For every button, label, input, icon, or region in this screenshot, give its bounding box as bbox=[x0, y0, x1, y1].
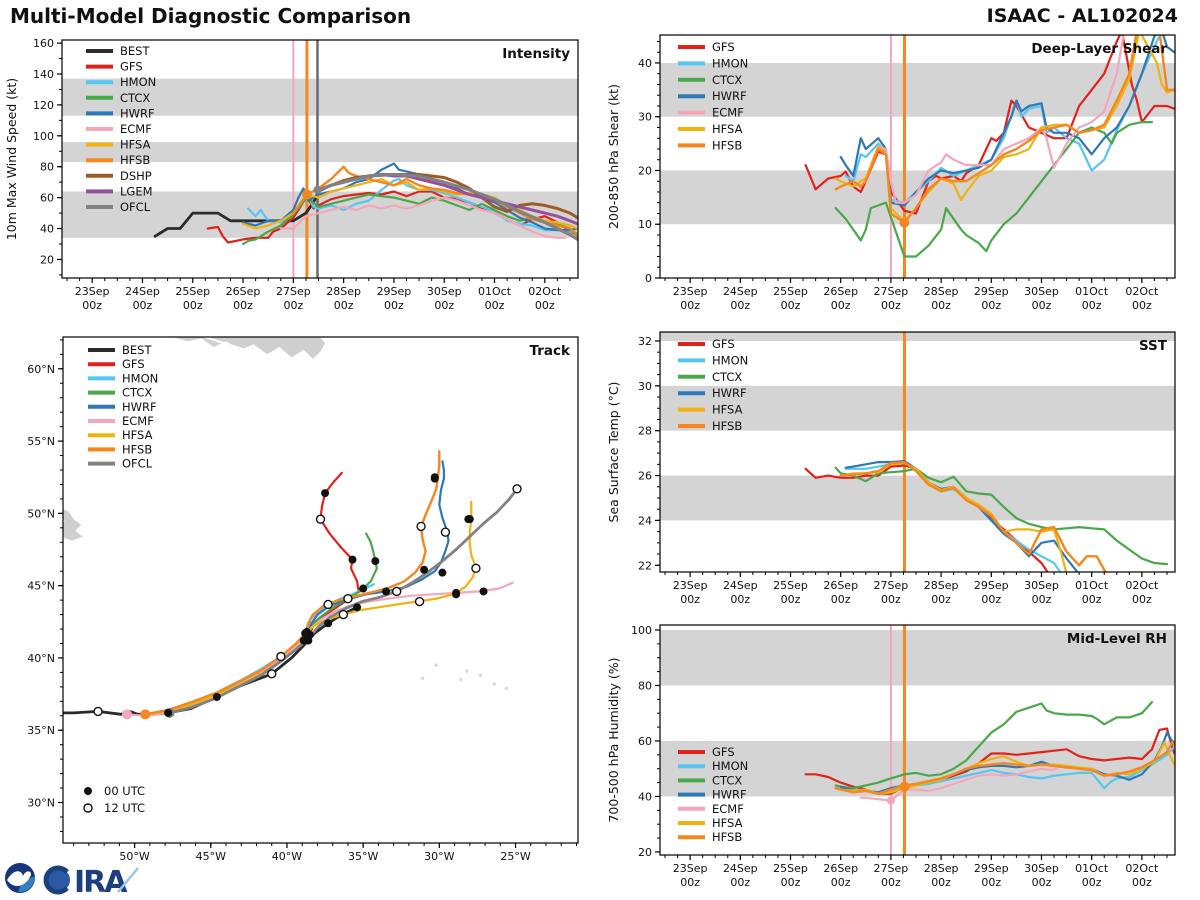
track-legend-label-ctcx: CTCX bbox=[122, 385, 153, 400]
marker-12utc bbox=[94, 707, 102, 715]
marker-12utc bbox=[277, 653, 285, 661]
shear-init-dot bbox=[899, 218, 909, 228]
intensity-legend-label-hfsa: HFSA bbox=[120, 137, 151, 152]
x-tick-sublabel: 00z bbox=[1081, 593, 1102, 606]
x-tick-sublabel: 00z bbox=[1081, 299, 1102, 312]
track-legend-label-gfs: GFS bbox=[122, 357, 145, 372]
x-tick-sublabel: 00z bbox=[730, 593, 751, 606]
cira-wordmark: IRA bbox=[74, 865, 126, 900]
sst-legend-label-hmon: HMON bbox=[712, 353, 749, 368]
x-tick-sublabel: 00z bbox=[680, 299, 701, 312]
intensity-legend-label-ecmf: ECMF bbox=[120, 122, 152, 136]
marker-12utc bbox=[339, 611, 347, 619]
rh-legend-label-ctcx: CTCX bbox=[712, 773, 743, 788]
shear-legend-label-hwrf: HWRF bbox=[712, 89, 747, 104]
x-tick-sublabel: 00z bbox=[730, 876, 751, 889]
island-speck bbox=[479, 673, 483, 677]
storm-id-title: ISAAC - AL102024 bbox=[986, 5, 1178, 27]
x-tick-sublabel: 00z bbox=[182, 299, 203, 312]
x-tick-sublabel: 00z bbox=[931, 593, 951, 606]
rh-legend-label-gfs: GFS bbox=[712, 745, 735, 759]
x-tick-sublabel: 00z bbox=[881, 299, 901, 312]
rh-y-axis-label: 700-500 hPa Humidity (%) bbox=[606, 657, 621, 823]
shear-legend-label-hmon: HMON bbox=[712, 56, 749, 71]
x-tick-label: 26Sep bbox=[225, 285, 261, 298]
x-tick-label: 28Sep bbox=[923, 862, 959, 875]
y-tick-label: 30 bbox=[638, 110, 652, 124]
lon-tick-label: 50°W bbox=[119, 850, 150, 863]
x-tick-label: 01Oct bbox=[1075, 579, 1109, 592]
lat-tick-label: 30°N bbox=[27, 796, 55, 810]
x-tick-sublabel: 00z bbox=[680, 593, 701, 606]
sst-category-band bbox=[660, 476, 1175, 521]
y-tick-label: 100 bbox=[33, 129, 54, 143]
marker-00utc bbox=[353, 603, 361, 611]
x-tick-sublabel: 00z bbox=[1131, 299, 1152, 312]
rh-legend-label-hmon: HMON bbox=[712, 759, 749, 774]
axes-border bbox=[660, 332, 1175, 572]
x-tick-label: 24Sep bbox=[722, 285, 758, 298]
lat-tick-label: 50°N bbox=[27, 507, 55, 521]
marker-00utc bbox=[438, 569, 446, 577]
lon-tick-label: 25°W bbox=[500, 850, 531, 863]
track-series-hfsb bbox=[145, 451, 439, 714]
footer-logos bbox=[5, 863, 138, 900]
lon-tick-label: 45°W bbox=[195, 850, 226, 863]
x-tick-label: 30Sep bbox=[1024, 862, 1059, 875]
y-tick-label: 120 bbox=[33, 98, 54, 112]
intensity-legend-label-lgem: LGEM bbox=[120, 184, 153, 199]
y-tick-label: 60 bbox=[40, 191, 54, 205]
track-legend-label-hwrf: HWRF bbox=[122, 399, 157, 414]
x-tick-sublabel: 00z bbox=[132, 299, 153, 312]
x-tick-sublabel: 00z bbox=[534, 299, 555, 312]
intensity-panel-label: Intensity bbox=[502, 46, 570, 62]
legend-marker-00utc bbox=[84, 787, 92, 795]
x-tick-sublabel: 00z bbox=[82, 299, 103, 312]
island-speck bbox=[421, 676, 425, 680]
marker-00utc bbox=[213, 693, 221, 701]
marker-00utc bbox=[359, 585, 367, 593]
y-tick-label: 0 bbox=[645, 272, 652, 285]
track-legend-label-ofcl: OFCL bbox=[122, 456, 153, 471]
x-tick-sublabel: 00z bbox=[830, 876, 851, 889]
track-series-ctcx bbox=[145, 534, 377, 715]
marker-00utc bbox=[431, 473, 439, 481]
intensity-legend-label-hwrf: HWRF bbox=[120, 106, 155, 121]
sst-panel bbox=[606, 332, 1175, 606]
x-tick-sublabel: 00z bbox=[780, 593, 801, 606]
marker-00utc bbox=[348, 556, 356, 564]
lat-tick-label: 35°N bbox=[27, 724, 55, 738]
x-tick-label: 24Sep bbox=[125, 285, 160, 298]
y-tick-label: 20 bbox=[638, 845, 652, 859]
track-start-dot-hfsb bbox=[140, 709, 150, 719]
intensity-legend-label-hfsb: HFSB bbox=[120, 153, 151, 168]
x-tick-label: 24Sep bbox=[722, 579, 758, 592]
x-tick-sublabel: 00z bbox=[931, 876, 951, 889]
x-tick-label: 27Sep bbox=[873, 862, 909, 875]
y-tick-label: 160 bbox=[33, 37, 54, 51]
shear-y-axis-label: 200-850 hPa Shear (kt) bbox=[606, 84, 621, 229]
y-tick-label: 40 bbox=[40, 222, 54, 236]
marker-00utc bbox=[301, 629, 309, 637]
x-tick-sublabel: 00z bbox=[830, 299, 851, 312]
y-tick-label: 40 bbox=[638, 56, 652, 70]
track-start-dot-ecmf bbox=[122, 709, 132, 719]
x-tick-label: 25Sep bbox=[773, 285, 808, 298]
x-tick-label: 25Sep bbox=[773, 579, 808, 592]
sst-legend-label-hfsb: HFSB bbox=[712, 419, 743, 433]
track-series-hfsa bbox=[145, 502, 476, 715]
y-tick-label: 26 bbox=[638, 469, 652, 483]
x-tick-sublabel: 00z bbox=[780, 876, 801, 889]
x-tick-sublabel: 00z bbox=[1031, 299, 1052, 312]
intensity-legend-label-ofcl: OFCL bbox=[120, 200, 151, 214]
intensity-init-dot bbox=[302, 190, 312, 200]
lon-tick-label: 35°W bbox=[347, 850, 379, 863]
x-tick-sublabel: 00z bbox=[981, 593, 1002, 606]
x-tick-sublabel: 00z bbox=[1031, 593, 1052, 606]
x-tick-label: 29Sep bbox=[973, 862, 1009, 875]
marker-00utc bbox=[452, 590, 460, 598]
island-speck bbox=[434, 663, 438, 667]
rh-legend-label-ecmf: ECMF bbox=[712, 801, 744, 816]
intensity-panel bbox=[4, 37, 578, 312]
y-tick-label: 30 bbox=[638, 379, 652, 393]
x-tick-label: 02Oct bbox=[1125, 862, 1159, 875]
x-tick-sublabel: 00z bbox=[680, 876, 701, 889]
intensity-y-axis-label: 10m Max Wind Speed (kt) bbox=[4, 77, 19, 241]
x-tick-label: 23Sep bbox=[672, 579, 708, 592]
track-panel-label: Track bbox=[529, 343, 570, 359]
sst-legend-label-gfs: GFS bbox=[712, 337, 735, 351]
track-legend-label-hmon: HMON bbox=[122, 371, 159, 386]
x-tick-sublabel: 00z bbox=[780, 299, 801, 312]
x-tick-sublabel: 00z bbox=[434, 299, 455, 312]
x-tick-label: 25Sep bbox=[175, 285, 211, 298]
x-tick-label: 02Oct bbox=[1125, 285, 1159, 298]
y-tick-label: 140 bbox=[33, 68, 54, 81]
y-tick-label: 22 bbox=[638, 559, 652, 573]
x-tick-sublabel: 00z bbox=[233, 299, 253, 312]
sst-y-axis-label: Sea Surface Temp (°C) bbox=[606, 381, 621, 523]
island-speck bbox=[459, 678, 463, 682]
rh-legend-label-hwrf: HWRF bbox=[712, 787, 747, 802]
x-tick-label: 29Sep bbox=[376, 285, 412, 298]
x-tick-sublabel: 00z bbox=[881, 593, 901, 606]
x-tick-label: 29Sep bbox=[973, 579, 1009, 592]
island-speck bbox=[465, 669, 469, 673]
y-tick-label: 24 bbox=[638, 514, 652, 528]
lat-tick-label: 60°N bbox=[27, 362, 55, 376]
x-tick-sublabel: 00z bbox=[981, 876, 1002, 889]
x-tick-sublabel: 00z bbox=[881, 876, 901, 889]
x-tick-label: 27Sep bbox=[873, 285, 909, 298]
shear-panel-label: Deep-Layer Shear bbox=[1031, 41, 1167, 57]
shear-legend-label-ctcx: CTCX bbox=[712, 72, 743, 87]
x-tick-label: 29Sep bbox=[973, 285, 1009, 298]
y-tick-label: 100 bbox=[631, 623, 652, 637]
legend-marker-label: 12 UTC bbox=[104, 801, 146, 815]
x-tick-sublabel: 00z bbox=[931, 299, 951, 312]
marker-12utc bbox=[324, 600, 332, 608]
marker-12utc bbox=[317, 515, 325, 523]
y-tick-label: 80 bbox=[40, 160, 54, 174]
intensity-legend-label-dshp: DSHP bbox=[120, 168, 152, 183]
y-tick-label: 40 bbox=[638, 790, 652, 804]
y-tick-label: 80 bbox=[638, 679, 652, 693]
x-tick-label: 24Sep bbox=[722, 862, 758, 875]
intensity-init-dot bbox=[313, 186, 321, 194]
sst-category-band bbox=[660, 332, 1175, 341]
x-tick-label: 26Sep bbox=[823, 285, 859, 298]
x-tick-sublabel: 00z bbox=[730, 299, 751, 312]
marker-00utc bbox=[164, 709, 172, 717]
shear-legend-label-hfsa: HFSA bbox=[712, 122, 743, 136]
x-tick-sublabel: 00z bbox=[1031, 876, 1052, 889]
sst-panel-label: SST bbox=[1138, 338, 1167, 354]
x-tick-label: 26Sep bbox=[823, 862, 859, 875]
y-tick-label: 32 bbox=[638, 334, 652, 348]
y-tick-label: 60 bbox=[638, 734, 652, 748]
page-title: Multi-Model Diagnostic Comparison bbox=[10, 4, 412, 28]
shear-legend-label-ecmf: ECMF bbox=[712, 105, 744, 120]
x-tick-label: 28Sep bbox=[326, 285, 362, 298]
x-tick-label: 02Oct bbox=[1125, 579, 1159, 592]
x-tick-sublabel: 00z bbox=[384, 299, 404, 312]
marker-00utc bbox=[382, 587, 390, 595]
x-tick-label: 26Sep bbox=[823, 579, 859, 592]
x-tick-label: 02Oct bbox=[528, 285, 562, 298]
sst-legend-label-hfsa: HFSA bbox=[712, 402, 743, 417]
rh-init-dot bbox=[899, 782, 909, 792]
marker-00utc bbox=[300, 637, 308, 645]
rh-panel bbox=[606, 624, 1175, 889]
shear-panel bbox=[606, 31, 1175, 312]
track-panel bbox=[27, 333, 578, 863]
marker-00utc bbox=[371, 557, 379, 565]
legend-marker-12utc bbox=[84, 804, 92, 812]
x-tick-sublabel: 00z bbox=[1081, 876, 1102, 889]
x-tick-label: 27Sep bbox=[275, 285, 311, 298]
x-tick-label: 25Sep bbox=[773, 862, 808, 875]
x-tick-label: 01Oct bbox=[1075, 862, 1109, 875]
shear-category-band bbox=[660, 170, 1175, 224]
x-tick-sublabel: 00z bbox=[283, 299, 304, 312]
intensity-legend-label-hmon: HMON bbox=[120, 75, 157, 90]
x-tick-sublabel: 00z bbox=[830, 593, 851, 606]
lon-tick-label: 40°W bbox=[271, 850, 303, 863]
legend-marker-label: 00 UTC bbox=[104, 784, 146, 798]
x-tick-label: 30Sep bbox=[1024, 579, 1059, 592]
island-speck bbox=[492, 682, 496, 686]
marker-12utc bbox=[344, 595, 352, 603]
track-legend-label-best: BEST bbox=[122, 343, 152, 357]
marker-00utc bbox=[464, 515, 472, 523]
lat-tick-label: 40°N bbox=[27, 651, 55, 665]
marker-12utc bbox=[441, 528, 449, 536]
track-legend-label-hfsb: HFSB bbox=[122, 442, 153, 457]
x-tick-label: 30Sep bbox=[426, 285, 462, 298]
island-speck bbox=[505, 687, 509, 691]
x-tick-label: 23Sep bbox=[672, 862, 708, 875]
track-series-ecmf bbox=[127, 583, 513, 716]
x-tick-sublabel: 00z bbox=[981, 299, 1002, 312]
intensity-legend-label-best: BEST bbox=[120, 44, 150, 58]
rh-legend-label-hfsb: HFSB bbox=[712, 830, 743, 845]
intensity-legend-label-gfs: GFS bbox=[120, 59, 143, 74]
x-tick-sublabel: 00z bbox=[333, 299, 354, 312]
shear-legend-label-hfsb: HFSB bbox=[712, 138, 743, 153]
marker-12utc bbox=[513, 485, 521, 493]
shear-legend-label-gfs: GFS bbox=[712, 40, 735, 54]
y-tick-label: 28 bbox=[638, 424, 652, 438]
x-tick-label: 01Oct bbox=[477, 285, 512, 298]
marker-00utc bbox=[321, 489, 329, 497]
x-tick-label: 30Sep bbox=[1024, 285, 1059, 298]
y-tick-label: 20 bbox=[638, 164, 652, 178]
marker-12utc bbox=[393, 587, 401, 595]
marker-12utc bbox=[472, 564, 480, 572]
x-tick-label: 27Sep bbox=[873, 579, 909, 592]
marker-00utc bbox=[480, 587, 488, 595]
track-legend-label-ecmf: ECMF bbox=[122, 414, 154, 428]
x-tick-label: 28Sep bbox=[923, 285, 959, 298]
rh-legend-label-hfsa: HFSA bbox=[712, 816, 743, 830]
y-tick-label: 10 bbox=[638, 218, 652, 232]
x-tick-label: 01Oct bbox=[1075, 285, 1109, 298]
lat-tick-label: 55°N bbox=[27, 435, 55, 449]
x-tick-label: 23Sep bbox=[74, 285, 110, 298]
sst-legend-label-ctcx: CTCX bbox=[712, 369, 743, 384]
x-tick-sublabel: 00z bbox=[1131, 876, 1152, 889]
x-tick-sublabel: 00z bbox=[484, 299, 505, 312]
x-tick-label: 28Sep bbox=[923, 579, 959, 592]
y-tick-label: 20 bbox=[40, 253, 54, 267]
lat-tick-label: 45°N bbox=[27, 579, 55, 593]
lon-tick-label: 30°W bbox=[424, 850, 455, 863]
rh-panel-label: Mid-Level RH bbox=[1066, 631, 1167, 647]
sst-legend-label-hwrf: HWRF bbox=[712, 386, 747, 401]
x-tick-label: 23Sep bbox=[672, 285, 708, 298]
x-tick-sublabel: 00z bbox=[1131, 593, 1152, 606]
marker-00utc bbox=[420, 566, 428, 574]
marker-00utc bbox=[324, 619, 332, 627]
track-legend-label-hfsa: HFSA bbox=[122, 428, 153, 443]
marker-12utc bbox=[268, 670, 276, 678]
marker-12utc bbox=[416, 598, 424, 606]
rh-init-dot bbox=[887, 797, 895, 805]
intensity-legend-label-ctcx: CTCX bbox=[120, 90, 151, 105]
marker-12utc bbox=[417, 522, 425, 530]
